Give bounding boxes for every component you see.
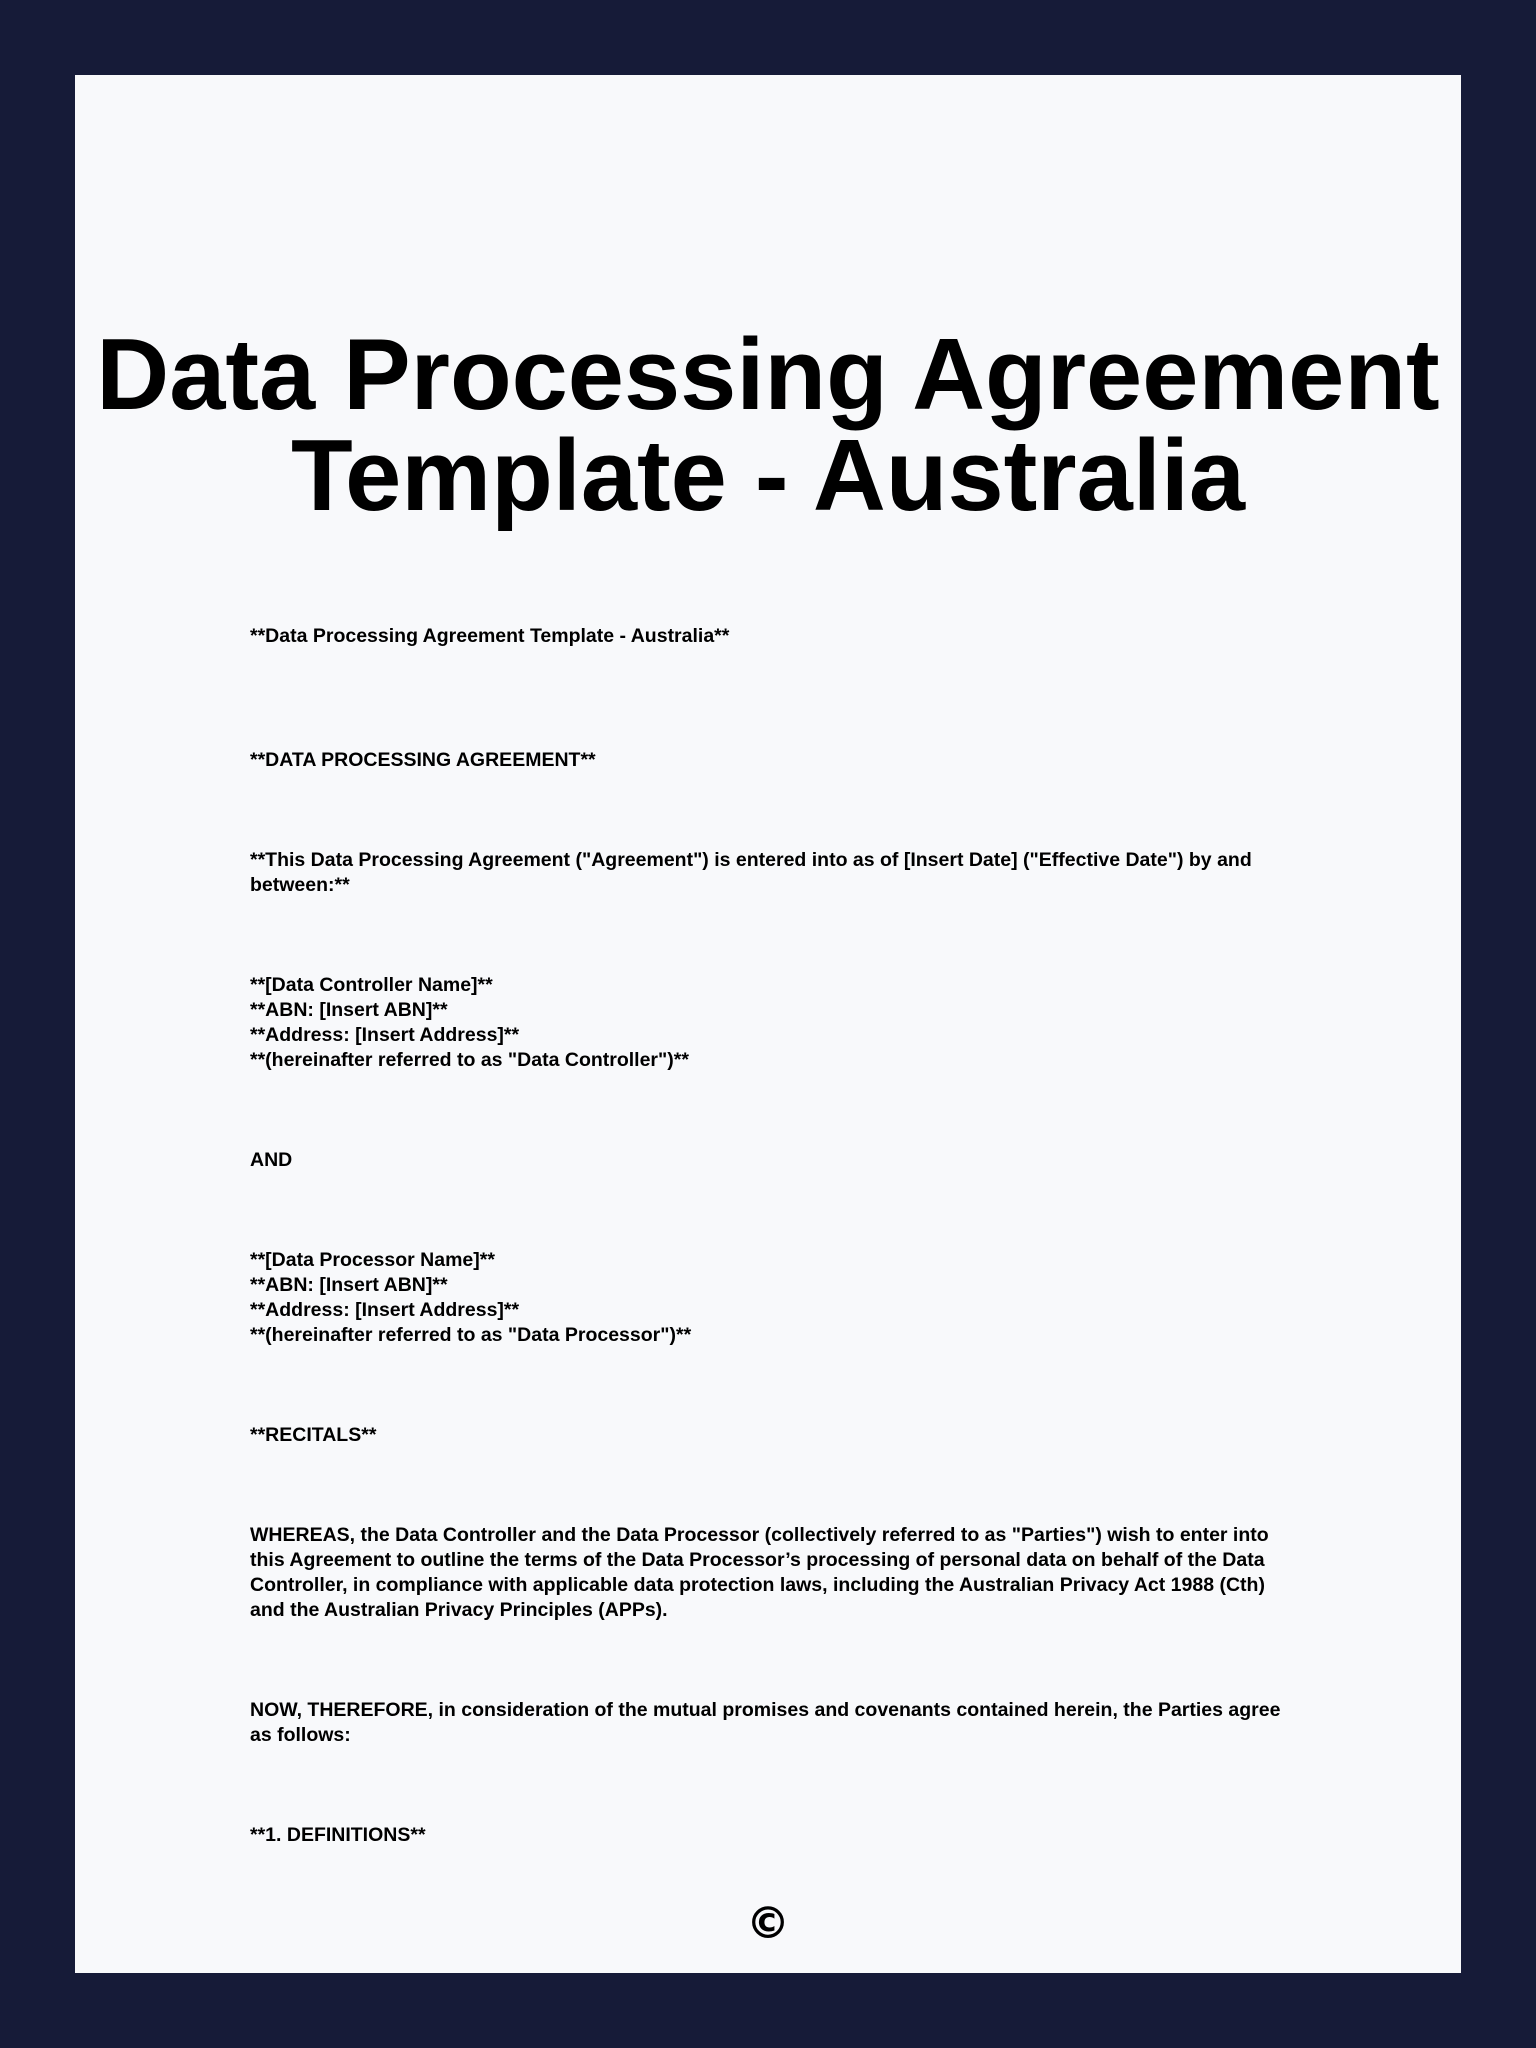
document-title: Data Processing Agreement Template - Australia — [96, 319, 1440, 532]
paragraph-whereas: WHEREAS, the Data Controller and the Data Processor (collectively referred to as "Parties") wish to enter into this Agreement to outline the terms of the Data Processor’s processing of personal data on behalf of the Data Controller, in compliance with applicable data protection laws, including the Australian Privacy Act 1988 (Cth) and the Australian Privacy Principles (APPs). — [250, 1524, 1269, 1621]
paragraph-now-therefore: NOW, THEREFORE, in consideration of the mutual promises and covenants contained herein, the Parties agree as follows: — [250, 1699, 1281, 1746]
paragraph-recitals-heading: **RECITALS** — [250, 1424, 377, 1446]
paragraph-template-heading: **Data Processing Agreement Template - Australia** — [250, 625, 730, 647]
document-page — [75, 75, 1461, 1973]
copyright-icon: © — [746, 1898, 790, 1949]
paragraph-and: AND — [250, 1149, 293, 1171]
document-body — [250, 624, 1286, 1848]
paragraph-definitions-heading: **1. DEFINITIONS** — [250, 1824, 426, 1846]
paragraph-data-controller: **[Data Controller Name]** **ABN: [Insert ABN]** **Address: [Insert Address]** **(hereinafter referred to as "Data Controller")** — [250, 974, 689, 1071]
paragraph-data-processor: **[Data Processor Name]** **ABN: [Insert ABN]** **Address: [Insert Address]** **(hereinafter referred to as "Data Processor")** — [250, 1249, 692, 1346]
paragraph-intro: **This Data Processing Agreement ("Agreement") is entered into as of [Insert Date] ("Effective Date") by and between:** — [250, 849, 1252, 896]
paragraph-agreement-heading: **DATA PROCESSING AGREEMENT** — [250, 749, 596, 771]
